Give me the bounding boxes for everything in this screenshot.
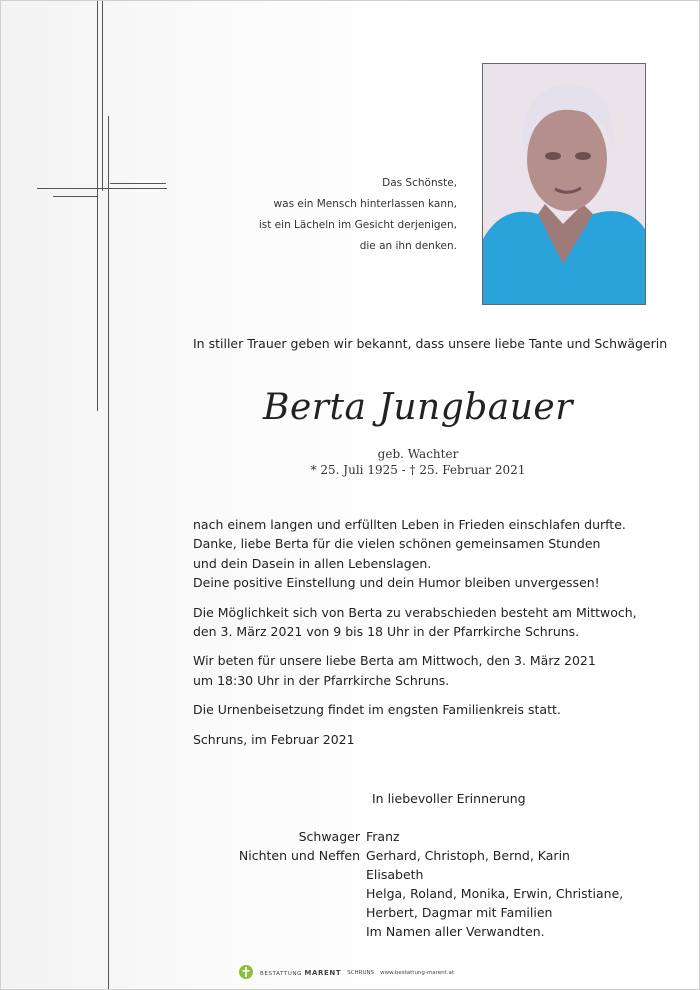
mourner-names: Helga, Roland, Monika, Erwin, Christiane, bbox=[366, 886, 624, 901]
mourner-names: Herbert, Dagmar mit Familien bbox=[366, 905, 553, 920]
body-line: Wir beten für unsere liebe Berta am Mittwoch, den 3. März 2021 bbox=[193, 653, 596, 669]
body-paragraph bbox=[193, 730, 663, 749]
announcement-intro: In stiller Trauer geben wir bekannt, dass unsere liebe Tante und Schwägerin bbox=[193, 336, 668, 351]
mourner-role: Schwager bbox=[298, 829, 360, 844]
cross-icon bbox=[1, 1, 181, 989]
mourner-names: Elisabeth bbox=[366, 867, 424, 882]
mourner-names: Franz bbox=[366, 829, 400, 844]
quote-line: Das Schönste, bbox=[382, 177, 457, 189]
body-line: Die Urnenbeisetzung findet im engsten Familienkreis statt. bbox=[193, 702, 561, 718]
body-paragraph bbox=[193, 700, 663, 719]
body-paragraph bbox=[193, 515, 663, 593]
body-line: den 3. März 2021 von 9 bis 18 Uhr in der Pfarrkirche Schruns. bbox=[193, 624, 580, 640]
place-date-line: Schruns, im Februar 2021 bbox=[193, 731, 355, 747]
memorial-quote bbox=[197, 173, 457, 257]
mourner-names: Im Namen aller Verwandten. bbox=[366, 924, 545, 939]
farewell-line: In liebevoller Erinnerung bbox=[372, 791, 526, 806]
body-line: Danke, liebe Berta für die vielen schönen gemeinsamen Stunden bbox=[193, 536, 601, 552]
funeral-home-footer bbox=[238, 964, 454, 982]
maiden-name: geb. Wachter bbox=[377, 447, 459, 461]
body-paragraph bbox=[193, 603, 663, 642]
funeral-home-name: BESTATTUNG MARENT bbox=[260, 969, 342, 977]
mourner-role: Nichten und Neffen bbox=[238, 848, 360, 863]
mourner-names: Gerhard, Christoph, Bernd, Karin bbox=[366, 848, 570, 863]
quote-line: ist ein Lächeln im Gesicht derjenigen, bbox=[258, 219, 457, 231]
quote-line: die an ihn denken. bbox=[359, 240, 457, 252]
body-line: um 18:30 Uhr in der Pfarrkirche Schruns. bbox=[193, 672, 450, 688]
life-dates: * 25. Juli 1925 - † 25. Februar 2021 bbox=[310, 463, 526, 477]
body-line: Die Möglichkeit sich von Berta zu verabschieden besteht am Mittwoch, bbox=[193, 604, 637, 620]
obituary-body bbox=[193, 515, 663, 759]
mourner-row bbox=[193, 846, 663, 941]
body-line: nach einem langen und erfüllten Leben in Frieden einschlafen durfte. bbox=[193, 517, 626, 532]
mourners-list bbox=[193, 827, 663, 941]
leaf-cross-logo-icon bbox=[238, 964, 254, 982]
portrait-photo bbox=[482, 63, 646, 305]
body-line: Deine positive Einstellung und dein Humor bleiben unvergessen! bbox=[193, 575, 600, 591]
deceased-name: Berta Jungbauer bbox=[263, 387, 573, 428]
body-paragraph bbox=[193, 651, 663, 690]
funeral-home-url[interactable]: www.bestattung-marent.at bbox=[380, 970, 455, 976]
funeral-home-town: SCHRUNS bbox=[347, 970, 375, 976]
mourner-row bbox=[193, 827, 663, 846]
quote-line: was ein Mensch hinterlassen kann, bbox=[273, 198, 457, 210]
body-line: und dein Dasein in allen Lebenslagen. bbox=[193, 555, 432, 571]
